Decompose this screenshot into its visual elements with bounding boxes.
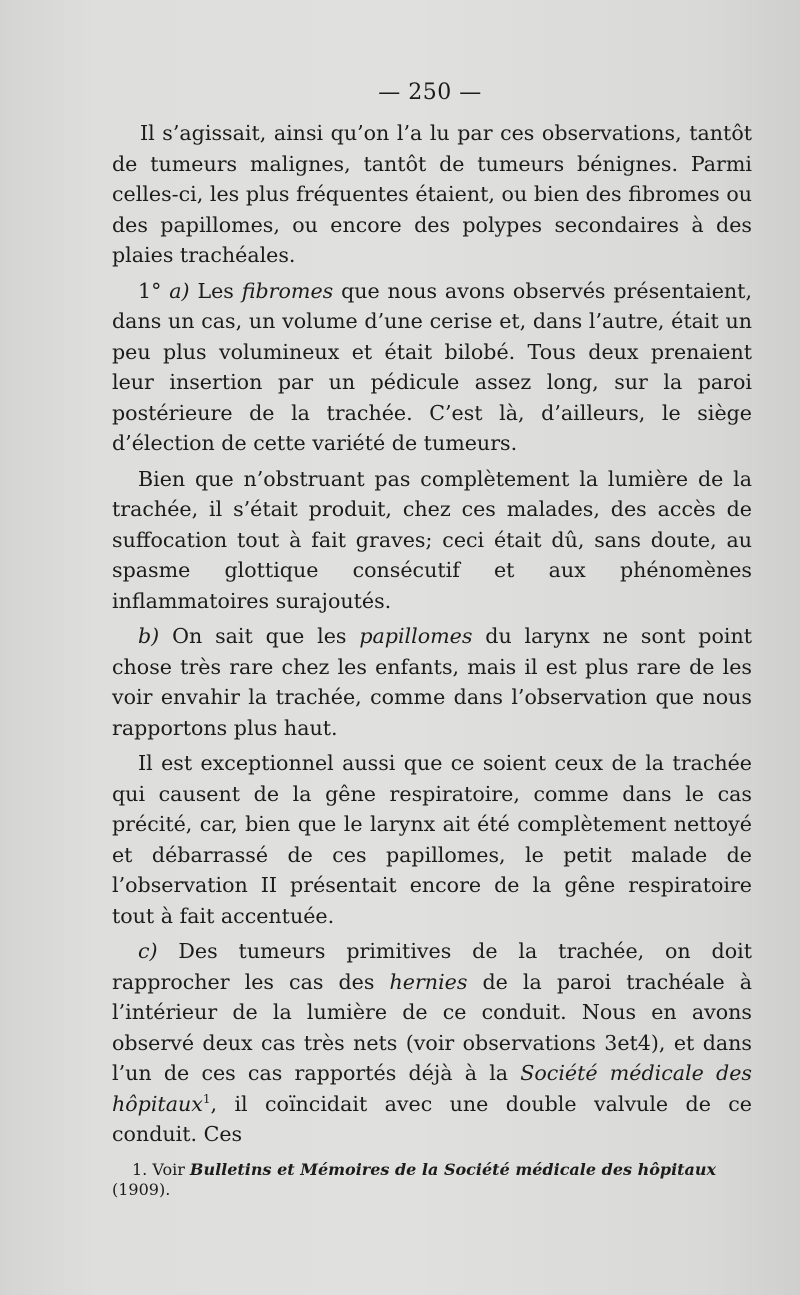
paragraph-text: Bien que n’obstruant pas complètement la lumière de la trachée, il s’était produit, chez ces malades, des accès de suffocation tout à fait graves; ceci était dû, sans doute, au spasme glottique consécutif et aux phénomènes inflammatoires surajoutés. (112, 466, 752, 613)
paragraph-suffocation (112, 464, 752, 617)
page-number: — 250 — (378, 80, 482, 105)
paragraph-intro (112, 118, 752, 271)
footnote (112, 1160, 752, 1200)
body-text (112, 118, 752, 1155)
paragraph-fibromes (112, 276, 752, 459)
paragraph-text: , il coïncidait avec une double valvule de ce conduit. Ces (112, 1091, 752, 1146)
paragraph-text: Il s’agissait, ainsi qu’on l’a lu par ces observations, tantôt de tumeurs malignes, tantôt de tumeurs bénignes. Parmi celles-ci, les plus fréquentes étaient, ou bien des fibromes ou des papillomes, ou encore des polypes secondaires à des plaies trachéales. (112, 121, 752, 267)
footnote-title: Bulletins et Mémoires de la Société médicale des hôpitaux (189, 1160, 717, 1179)
italic-term: hernies (389, 969, 468, 994)
italic-term: Société médicale des hôpitaux (112, 1061, 752, 1116)
paragraph-text: que nous avons observés présentaient, dans un cas, un volume d’une cerise et, dans l’autre, était un peu plus volumineux et était bilobé. Tous deux prenaient leur insertion par un pédicule assez long, sur la paroi postérieure de la trachée. C’est là, d’ailleurs, le siège d’élection de cette variété de tumeurs. (112, 278, 753, 455)
paragraph-text: du larynx ne sont point chose très rare chez les enfants, mais il est plus rare de les voir envahir la trachée, comme dans l’observation que nous rapportons plus haut. (112, 624, 752, 740)
section-marker: a) (169, 278, 190, 303)
paragraph-text: de la paroi trachéale à l’intérieur de la lumière de ce conduit. Nous en avons observé deux cas très nets (voir observations 3et4), et dans l’un de ces cas rapportés déjà à la (112, 969, 753, 1085)
paragraph-hernies (112, 936, 752, 1150)
footnote-tail: (1909). (112, 1180, 171, 1199)
italic-term: fibromes (241, 278, 334, 303)
paragraph-text: Il est exceptionnel aussi que ce soient ceux de la trachée qui causent de la gêne respiratoire, comme dans le cas précité, car, bien que le larynx ait été complètement nettoyé et débarrassé de ces papillomes, le petit malade de l’observation II présentait encore de la gêne respiratoire tout à fait accentuée. (112, 751, 752, 928)
paragraph-papillomes (112, 621, 752, 743)
section-marker: b) (138, 624, 160, 648)
italic-term: papillomes (359, 624, 473, 648)
section-marker: c) (138, 939, 158, 963)
paragraph-text: Des tumeurs primitives de la trachée, on doit rapprocher les cas des (112, 939, 752, 994)
section-number: 1° (138, 278, 170, 303)
paragraph-text: On sait que les (159, 624, 360, 648)
paragraph-exceptionnel (112, 748, 752, 931)
footnote-ref[interactable]: 1 (202, 1091, 211, 1106)
footnote-lead: 1. Voir (132, 1160, 190, 1179)
paragraph-text: Les (189, 278, 242, 303)
